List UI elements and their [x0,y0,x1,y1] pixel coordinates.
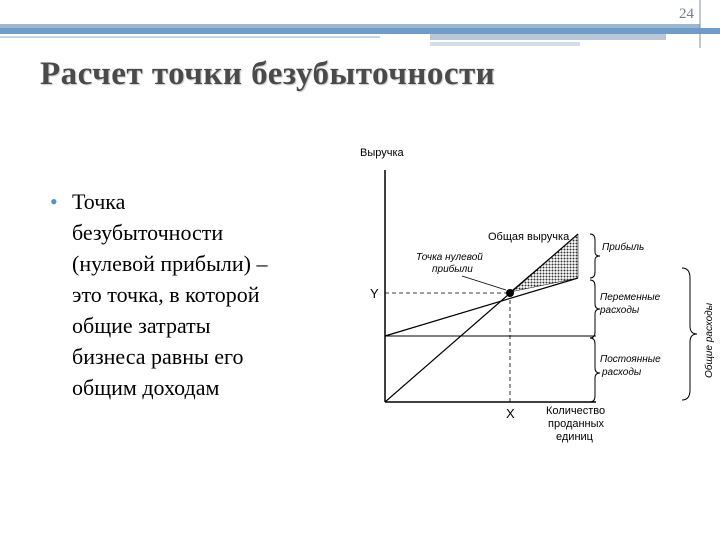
total-costs-brace [682,268,697,400]
header-bar-blue [0,28,720,34]
fixed-costs-brace [590,338,600,402]
slide-number: 24 [679,6,694,22]
variable-costs-label-line-2: расходы [600,305,640,316]
variable-costs-brace [590,280,600,338]
slide-title: Расчет точки безубыточности [40,56,496,92]
total-revenue-label: Общая выручка [488,231,570,243]
header-bar-thin [0,36,380,38]
header-decoration [0,0,720,60]
variable-costs-label-line-1: Переменные [600,292,661,303]
x-marker: X [506,406,515,421]
bullet-item [50,186,350,403]
y-axis-label: Выручка [360,147,404,159]
profit-label: Прибыль [602,242,645,253]
fixed-costs-label-line-2: расходы [602,367,642,378]
x-axis-label-line-3: единиц [556,431,593,443]
break-even-label-line-2: прибыли [432,264,473,275]
x-axis-label-line-1: Количество [546,405,606,417]
break-even-label-line-1: Точка нулевой [416,252,483,263]
profit-brace [590,234,600,278]
fixed-costs-label-line-1: Постоянные [600,354,661,365]
bullet-dot-icon: • [50,189,58,214]
bullet-text: Точка безубыточности (нулевой прибыли) – это точка, в которой общие затраты бизнеса равны его общим доходам [72,189,268,400]
total-costs-line [385,278,578,336]
break-even-pointer [462,276,506,290]
total-costs-label: Общие расходы [704,302,715,378]
header-bar-light [0,24,700,28]
header-bar-segment [430,34,666,40]
x-axis-label-line-2: проданных [548,418,605,430]
header-bar-segment-2 [430,42,580,46]
break-even-diagram [350,140,720,460]
break-even-point [506,289,514,297]
y-marker: Y [370,286,379,301]
